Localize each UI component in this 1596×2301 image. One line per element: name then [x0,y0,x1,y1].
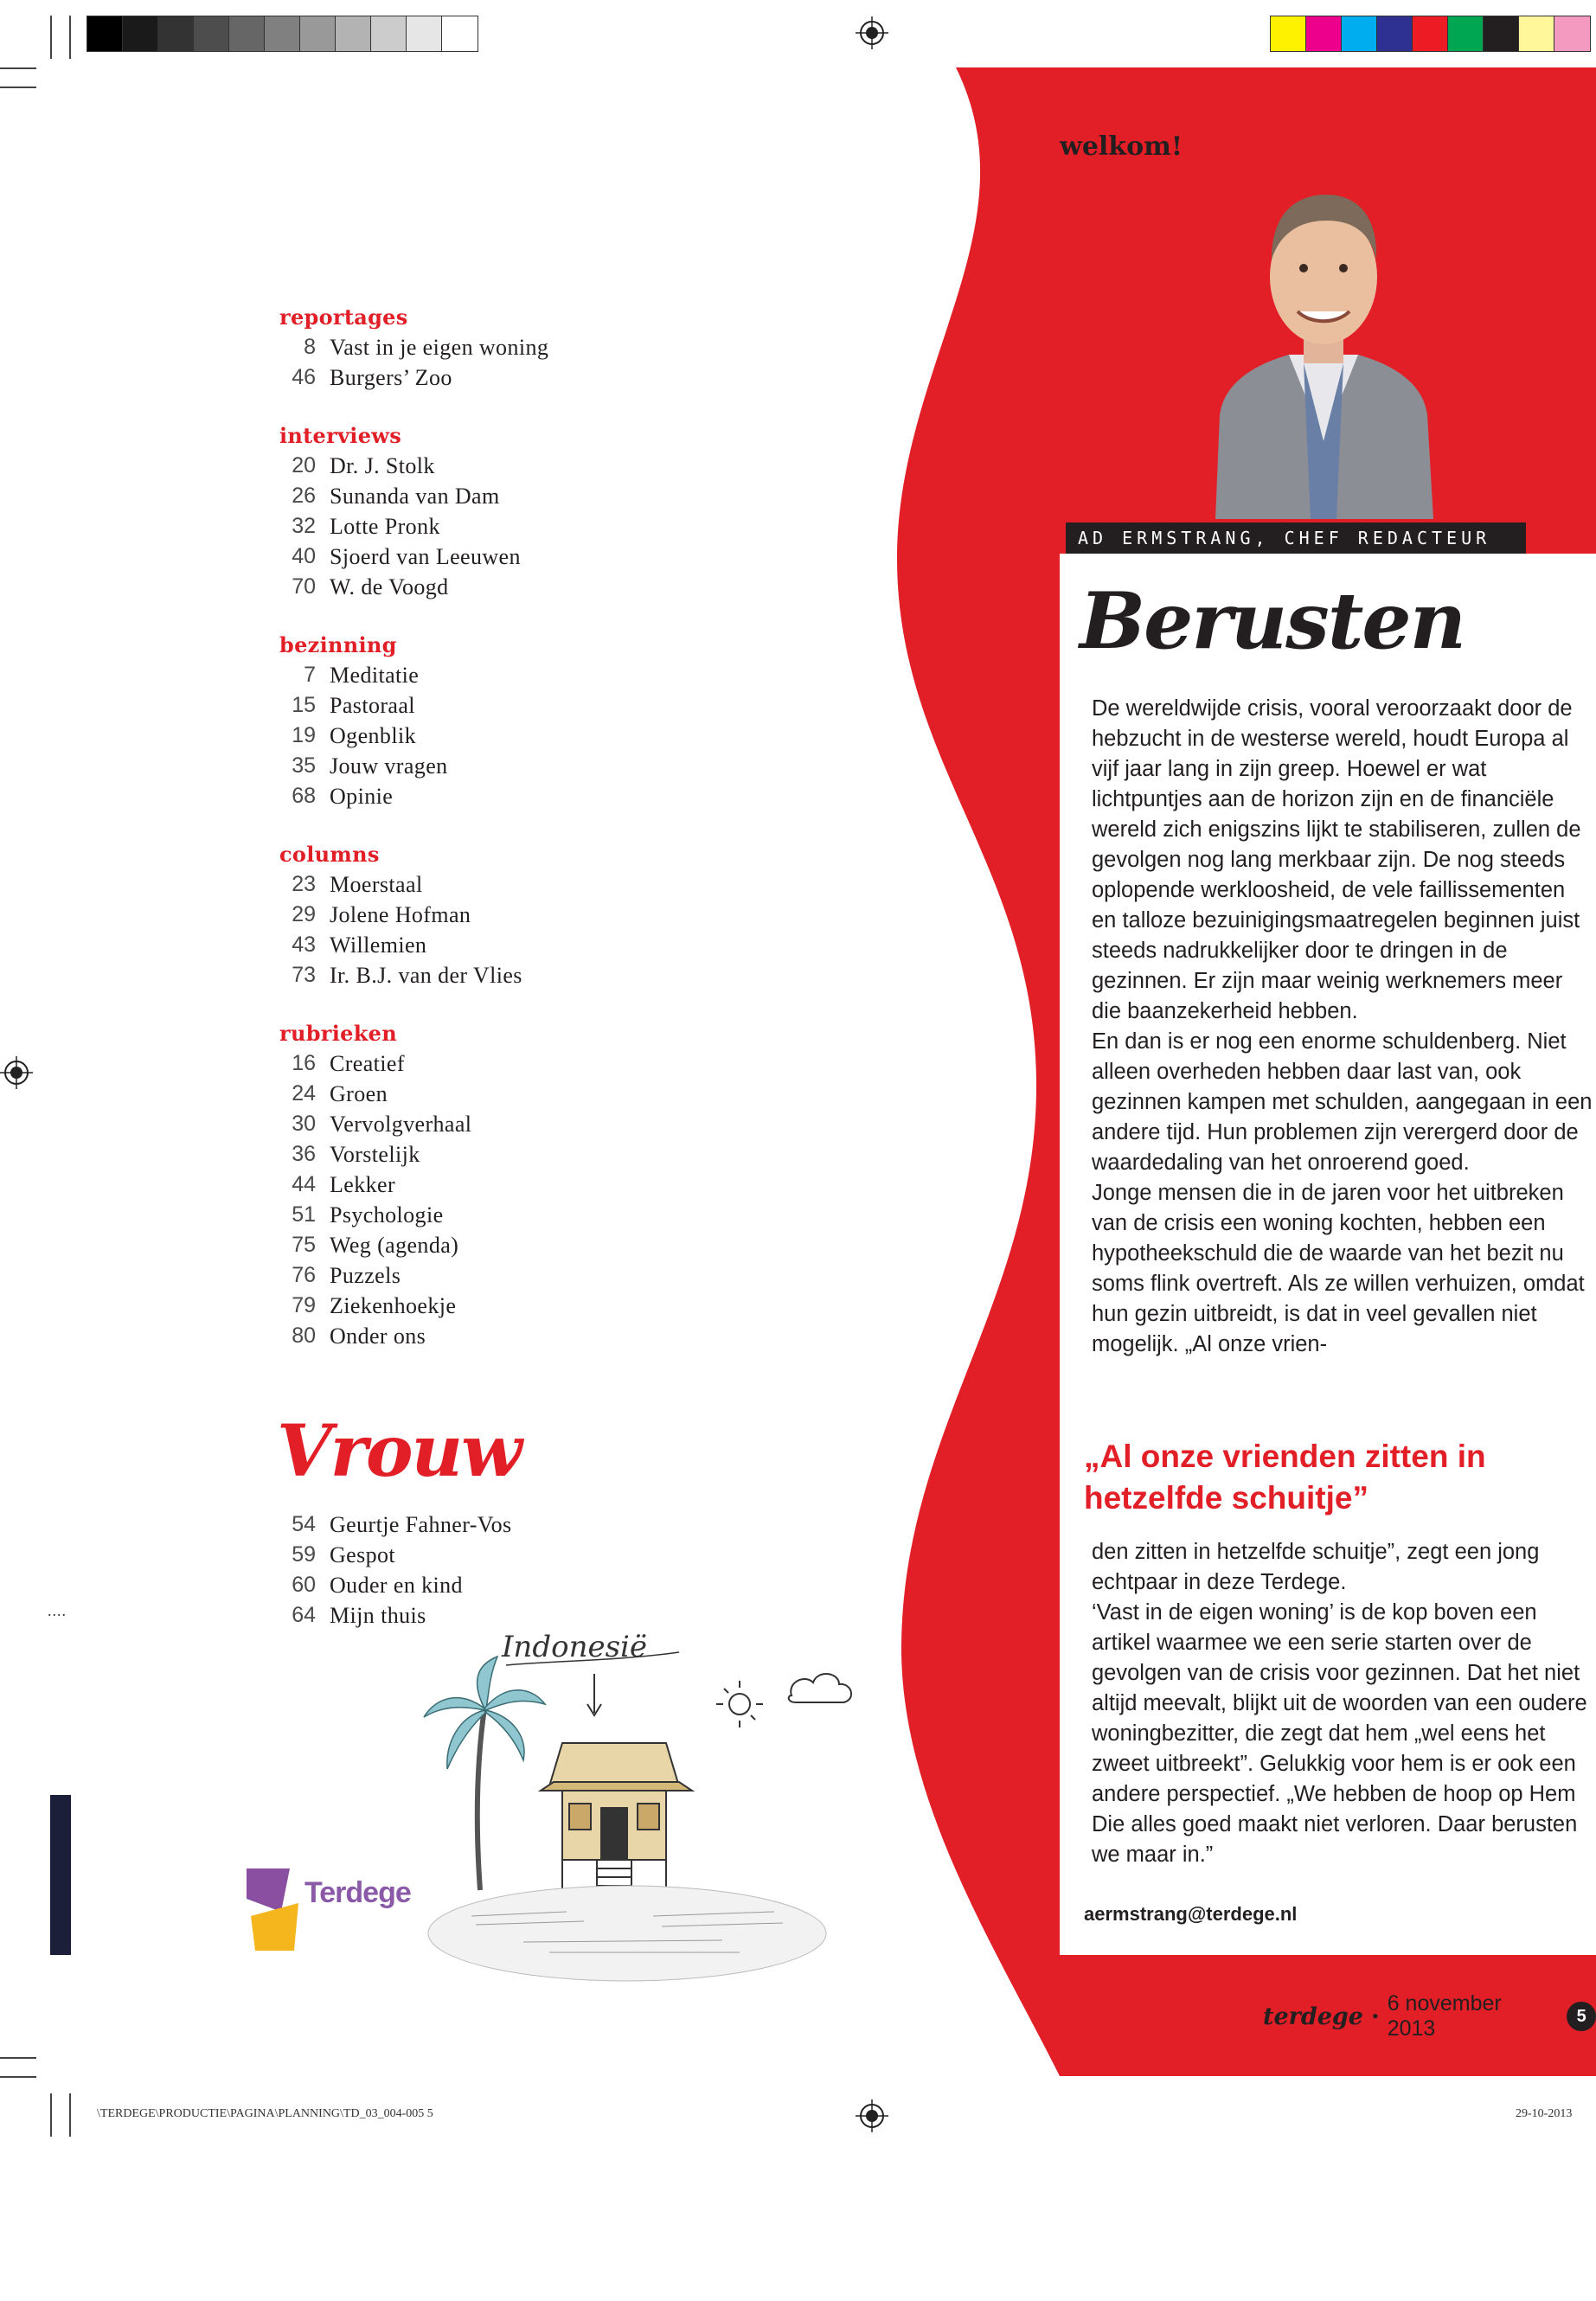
toc-entry[interactable] [279,362,729,393]
toc-section-columns [279,840,729,990]
crop-mark [0,67,36,69]
toc-entry-title: Burgers’ Zoo [330,365,452,390]
color-swatch [407,16,442,51]
toc-entry[interactable] [279,332,729,362]
toc-entry[interactable] [279,781,729,811]
toc-entry-title: Groen [330,1081,388,1106]
toc-entry-title: Ir. B.J. van der Vlies [330,963,522,988]
toc-entry[interactable] [279,542,729,572]
color-swatch [1377,16,1413,51]
toc-page-number: 60 [292,1573,316,1597]
toc-page-number: 36 [292,1142,316,1166]
toc-entry-title: Dr. J. Stolk [330,453,435,478]
editor-portrait [1207,156,1440,519]
toc-section-heading: reportages [279,304,408,330]
toc-entry-title: Opinie [330,784,394,809]
toc-section-bezinning [279,631,729,811]
toc-entry[interactable] [279,572,729,602]
toc-entry[interactable] [279,1291,729,1321]
byline-bar: AD ERMSTRANG, CHEF REDACTEUR [1066,522,1526,554]
registration-mark-icon [856,16,888,49]
toc-entry[interactable] [279,1200,729,1230]
toc-entry[interactable] [279,721,729,751]
color-swatch [371,16,407,51]
article-paragraph: den zitten in hetzelfde schuitje”, zegt een jong echtpaar in deze Terdege. [1092,1540,1540,1594]
toc-page-number: 24 [292,1081,316,1106]
color-swatch [1271,16,1306,51]
toc-page-number: 32 [292,514,316,538]
footer-separator: • [1372,2005,1379,2027]
toc-page-number: 68 [292,784,316,808]
toc-entry-title: Creatief [330,1051,405,1076]
toc-entry[interactable] [279,1139,729,1170]
footer-brand: terdege [1263,2003,1363,2030]
color-swatch [300,16,336,51]
toc-page-number: 26 [292,484,316,508]
process-color-bar [1270,16,1591,52]
color-swatch [1413,16,1448,51]
toc-page-number: 44 [292,1172,316,1196]
adjacent-page-strip [50,1795,71,1955]
toc-page-number: 19 [292,723,316,747]
toc-entry-title: W. de Voogd [330,574,449,599]
article-paragraph: De wereldwijde crisis, vooral veroorzaakt door de hebzucht in de westerse wereld, houdt Europa al vijf jaar lang in zijn greep. Hoewel er wat lichtpuntjes aan de horizon zijn en de financiële wereld zich enigszins lijkt te stabiliseren, zullen de gevolgen nog lang merkbaar zijn. De nog steeds oplopende werkloosheid, de vele faillissementen en talloze bezuinigingsmaatregelen beginnen juist steeds nadrukkelijker door te dringen in de gezinnen. Er zijn maar weinig werknemers meer die baanzekerheid hebben. [1092,696,1581,1023]
page-footer [1263,1991,1596,2041]
color-swatch [194,16,229,51]
toc-entry-title: Vast in je eigen woning [330,335,549,360]
crop-mark [69,16,71,59]
slug-file-path: \TERDEGE\PRODUCTIE\PAGINA\PLANNING\TD_03_004-005 5 [97,2107,433,2120]
toc-entry[interactable] [279,869,729,900]
terdege-logo-mark-icon [242,1864,311,1959]
toc-entry-title: Ogenblik [330,723,416,748]
toc-page-number: 64 [292,1603,316,1627]
color-swatch [158,16,194,51]
toc-section-heading: rubrieken [279,1021,397,1046]
toc-entry[interactable] [279,1509,512,1540]
registration-mark-icon [856,2099,888,2132]
crop-mark [0,2057,36,2059]
crop-mark [0,87,36,88]
toc-entry[interactable] [279,451,729,481]
slug-date: 29-10-2013 [1516,2107,1573,2120]
toc-entry[interactable] [279,1321,729,1351]
toc-page-number: 51 [292,1202,316,1227]
author-email-link[interactable]: aermstrang@terdege.nl [1084,1903,1298,1925]
toc-page-number: 40 [292,544,316,568]
page-number-badge: 5 [1567,2002,1596,2031]
section-kicker: welkom! [1060,131,1183,162]
toc-entry-title: Onder ons [330,1324,426,1349]
crop-mark [0,2076,36,2078]
article-headline: Berusten [1080,575,1465,667]
toc-entry[interactable] [279,1079,729,1109]
vrouw-contents [279,1509,512,1631]
toc-page-number: 76 [292,1263,316,1287]
toc-entry[interactable] [279,690,729,721]
indonesia-house-illustration [394,1613,878,2020]
gray-color-bar [87,16,478,52]
toc-section-reportages [279,303,729,393]
toc-entry[interactable] [279,511,729,542]
pull-quote: „Al onze vrienden zitten in hetzelfde schuitje” [1084,1439,1486,1516]
terdege-logo-text: Terdege [304,1876,411,1909]
color-swatch [265,16,300,51]
toc-entry[interactable] [279,1540,512,1570]
toc-entry[interactable] [279,1260,729,1291]
ellipsis-mark: .... [48,1602,67,1619]
toc-entry-title: Puzzels [330,1263,401,1288]
toc-page-number: 16 [292,1051,316,1075]
color-swatch [1484,16,1519,51]
toc-entry[interactable] [279,1109,729,1139]
toc-entry[interactable] [279,481,729,511]
toc-page-number: 7 [304,663,316,687]
toc-page-number: 59 [292,1542,316,1567]
crop-mark [69,2093,71,2137]
toc-entry-title: Lotte Pronk [330,514,440,539]
toc-page-number: 20 [292,453,316,478]
toc-entry[interactable] [279,1230,729,1260]
illustration-label: Indonesië [502,1630,648,1664]
footer-date: 6 november 2013 [1387,1991,1502,2041]
color-swatch [442,16,478,51]
toc-entry-title: Ouder en kind [330,1573,463,1598]
toc-entry[interactable] [279,960,729,990]
article-body-part-1 [1092,694,1593,1360]
toc-entry-title: Jolene Hofman [330,902,471,927]
toc-page-number: 75 [292,1233,316,1257]
toc-page-number: 80 [292,1324,316,1348]
color-swatch [1554,16,1590,51]
toc-entry-title: Pastoraal [330,693,415,718]
toc-page-number: 43 [292,933,316,957]
toc-page-number: 29 [292,902,316,926]
toc-page-number: 46 [292,365,316,389]
toc-entry[interactable] [279,1048,729,1079]
toc-section-heading: columns [279,842,380,867]
color-swatch [1519,16,1554,51]
toc-page-number: 30 [292,1112,316,1136]
toc-entry-title: Mijn thuis [330,1603,426,1628]
toc-page-number: 23 [292,872,316,896]
article-body-part-2 [1092,1537,1593,1870]
color-swatch [1306,16,1342,51]
toc-entry-title: Weg (agenda) [330,1233,459,1258]
toc-entry[interactable] [279,660,729,690]
toc-entry-title: Psychologie [330,1202,444,1227]
terdege-logo [242,1864,415,1959]
toc-section-heading: interviews [279,423,402,448]
toc-section-interviews [279,421,729,602]
toc-page-number: 79 [292,1293,316,1317]
article-paragraph: Jonge mensen die in de jaren voor het uitbreken van de crisis een woning kochten, hebben een hypotheekschuld die de waarde van het bezit nu soms flink overtreft. Als ze willen verhuizen, omdat hun gezin uitbreidt, is dat in veel gevallen niet mogelijk. „Al onze vrien- [1092,1181,1585,1356]
color-swatch [1342,16,1377,51]
color-swatch [123,16,158,51]
toc-entry-title: Vorstelijk [330,1142,420,1167]
toc-entry-title: Vervolgverhaal [330,1112,472,1137]
crop-mark [50,2093,52,2137]
toc-entry-title: Geurtje Fahner-Vos [330,1512,512,1537]
toc-entry-title: Sjoerd van Leeuwen [330,544,521,569]
toc-section-rubrieken [279,1019,729,1351]
toc-page-number: 54 [292,1512,316,1536]
toc-page-number: 35 [292,753,316,778]
toc-section-heading: bezinning [279,632,397,657]
article-paragraph: En dan is er nog een enorme schuldenberg. Niet alleen overheden hebben daar last van, ook gezinnen kampen met schulden, aangegaan in een andere tijd. Hun problemen zijn verergerd door de waardedaling van het onroerend goed. [1092,1029,1593,1175]
article-paragraph: ‘Vast in de eigen woning’ is de kop boven een artikel waarmee we een serie starten over de gevolgen van de crisis voor gezinnen. Dat het niet altijd meevalt, blijkt uit de woorden van een oudere woningbezitter, die zegt dat hem „wel eens het zweet uitbreekt”. Gelukkig voor hem is er ook een andere perspectief. „We hebben de hoop op Hem Die alles goed maakt niet verloren. Daar berusten we maar in.” [1092,1600,1587,1867]
crop-mark [50,16,52,59]
vrouw-logo: Vrouw [277,1410,521,1493]
toc-entry[interactable] [279,900,729,930]
toc-entry[interactable] [279,1170,729,1200]
toc-entry[interactable] [279,930,729,960]
toc-entry-title: Jouw vragen [330,753,448,779]
toc-page-number: 8 [304,335,316,359]
toc-entry[interactable] [279,751,729,781]
toc-page-number: 15 [292,693,316,717]
toc-page-number: 73 [292,963,316,987]
color-swatch [1448,16,1484,51]
color-swatch [229,16,265,51]
table-of-contents [279,303,729,1380]
toc-page-number: 70 [292,574,316,599]
toc-entry[interactable] [279,1570,512,1600]
toc-entry-title: Sunanda van Dam [330,484,500,509]
color-swatch [87,16,123,51]
toc-entry-title: Gespot [330,1542,396,1567]
toc-entry-title: Lekker [330,1172,396,1197]
toc-entry-title: Meditatie [330,663,420,688]
toc-entry-title: Willemien [330,933,427,958]
toc-entry-title: Moerstaal [330,872,423,897]
toc-entry-title: Ziekenhoekje [330,1293,457,1318]
color-swatch [336,16,371,51]
registration-mark-icon [0,1056,33,1089]
